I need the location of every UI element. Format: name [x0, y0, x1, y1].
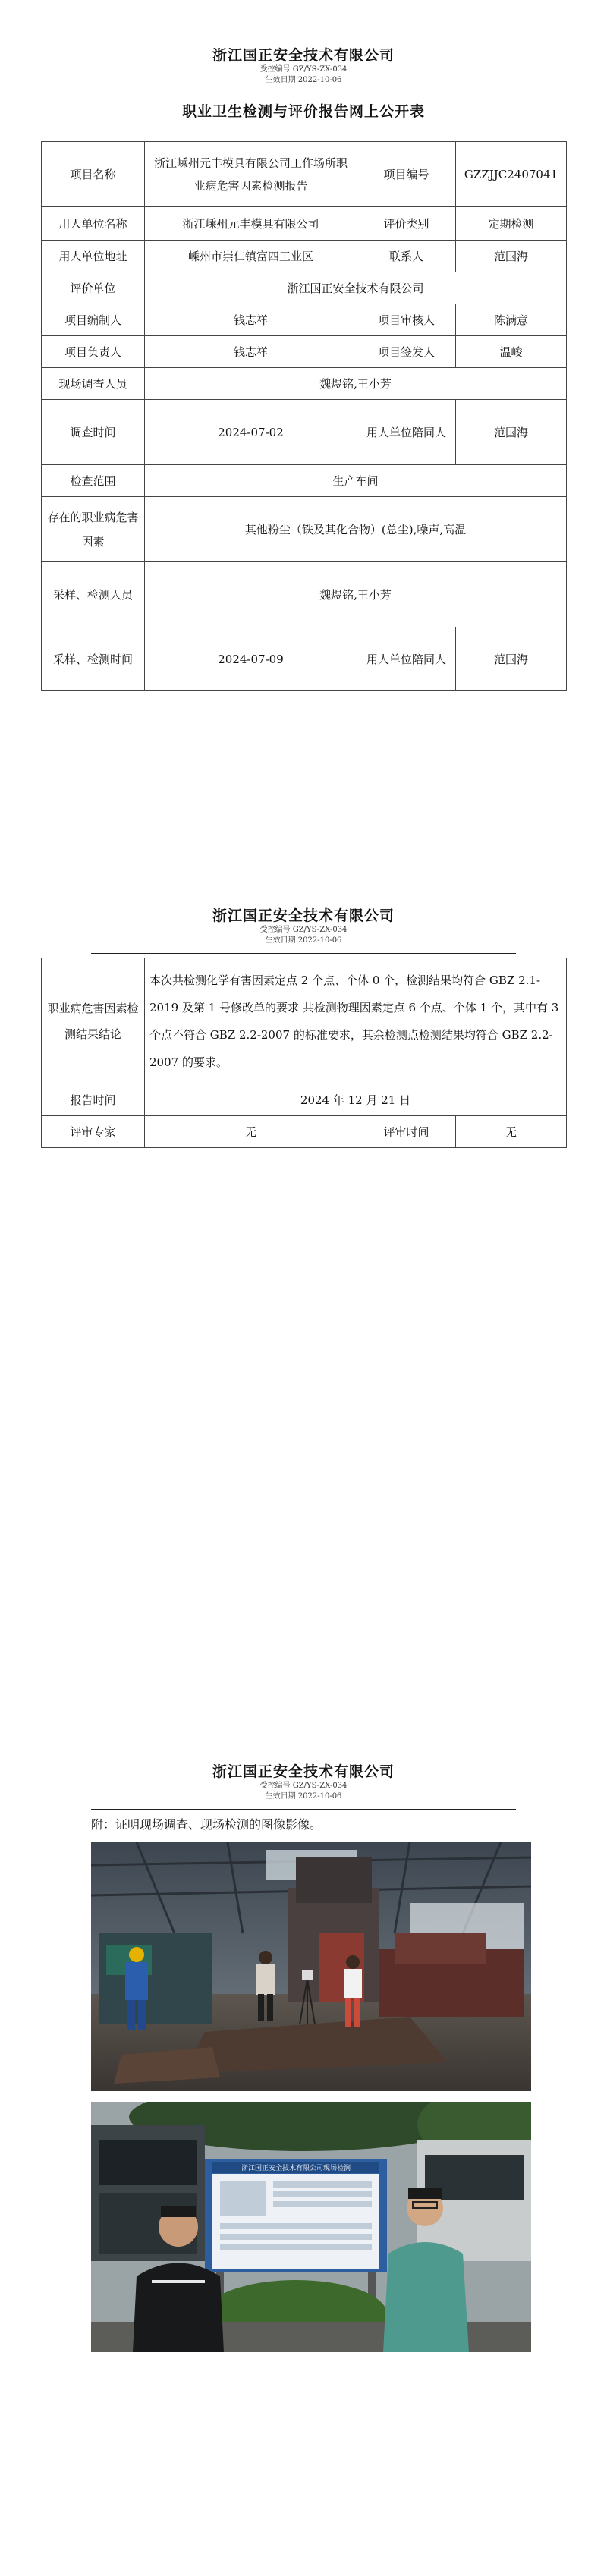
contact-label: 联系人 [357, 241, 456, 272]
page1-header [0, 44, 607, 86]
compiler-label: 项目编制人 [42, 304, 145, 336]
table-row [42, 465, 567, 497]
escort2-value: 范国海 [456, 627, 567, 691]
survey-time-value: 2024-07-02 [145, 400, 357, 465]
table-row [42, 958, 567, 1084]
table-row [42, 497, 567, 562]
escort1-label: 用人单位陪同人 [357, 400, 456, 465]
employer-name-value: 浙江嵊州元丰模具有限公司 [145, 207, 357, 241]
investigators-value: 魏煜铭,王小芳 [145, 368, 567, 400]
company-name: 浙江国正安全技术有限公司 [212, 907, 395, 924]
employer-address-label: 用人单位地址 [42, 241, 145, 272]
conclusion-label: 职业病危害因素检测结果结论 [42, 958, 145, 1084]
experts-label: 评审专家 [42, 1116, 145, 1148]
reviewer-value: 陈满意 [456, 304, 567, 336]
workshop-photo-image [91, 1842, 531, 2091]
contact-value: 范国海 [456, 241, 567, 272]
table-row [42, 1116, 567, 1148]
samplers-value: 魏煜铭,王小芳 [145, 562, 567, 627]
samplers-label: 采样、检测人员 [42, 562, 145, 627]
review-time-value: 无 [456, 1116, 567, 1148]
sampling-time-value: 2024-07-09 [145, 627, 357, 691]
table-row [42, 368, 567, 400]
control-number: 受控编号 GZ/YS-ZX-034 [259, 926, 348, 934]
conclusion-text: 本次共检测化学有害因素定点 2 个点、个体 0 个，检测结果均符合 GBZ 2.1-2019 及第 1 号修改单的要求 共检测物理因素定点 6 个点、个体 1 个，其中有 3 个点不符合 GBZ 2.2-2007 的标准要求，其余检测点检测结果均符合 GBZ 2.2-2007 的要求。 [145, 958, 567, 1084]
control-number: 受控编号 GZ/YS-ZX-034 [259, 65, 348, 74]
header-divider [91, 953, 516, 954]
effective-date: 生效日期 2022-10-06 [265, 936, 342, 945]
leader-value: 钱志祥 [145, 336, 357, 368]
leader-label: 项目负责人 [42, 336, 145, 368]
public-info-table [41, 141, 567, 691]
escort2-label: 用人单位陪同人 [357, 627, 456, 691]
scope-label: 检查范围 [42, 465, 145, 497]
conclusion-table [41, 958, 567, 1148]
report-time-value: 2024 年 12 月 21 日 [145, 1084, 567, 1116]
eval-org-label: 评价单位 [42, 272, 145, 304]
company-name: 浙江国正安全技术有限公司 [212, 47, 395, 64]
effective-date: 生效日期 2022-10-06 [265, 76, 342, 84]
eval-type-label: 评价类别 [357, 207, 456, 241]
escort1-value: 范国海 [456, 400, 567, 465]
header-divider [91, 1809, 516, 1810]
issuer-value: 温峻 [456, 336, 567, 368]
sampling-time-label: 采样、检测时间 [42, 627, 145, 691]
table-row [42, 627, 567, 691]
team-photo-image [91, 2102, 531, 2352]
issuer-label: 项目签发人 [357, 336, 456, 368]
table-row [42, 336, 567, 368]
review-time-label: 评审时间 [357, 1116, 456, 1148]
company-name: 浙江国正安全技术有限公司 [212, 1763, 395, 1780]
page3-header [0, 1760, 607, 1802]
employer-address-value: 嵊州市崇仁镇富四工业区 [145, 241, 357, 272]
project-name-value: 浙江嵊州元丰模具有限公司工作场所职业病危害因素检测报告 [145, 142, 357, 207]
investigators-label: 现场调查人员 [42, 368, 145, 400]
project-no-label: 项目编号 [357, 142, 456, 207]
eval-type-value: 定期检测 [456, 207, 567, 241]
report-time-label: 报告时间 [42, 1084, 145, 1116]
table-row [42, 207, 567, 241]
workshop-photo [91, 1842, 531, 2091]
survey-time-label: 调查时间 [42, 400, 145, 465]
hazards-label: 存在的职业病危害因素 [42, 497, 145, 562]
table-row [42, 562, 567, 627]
employer-name-label: 用人单位名称 [42, 207, 145, 241]
reviewer-label: 项目审核人 [357, 304, 456, 336]
team-photo [91, 2102, 531, 2352]
hazards-value: 其他粉尘（铁及其化合物）(总尘),噪声,高温 [145, 497, 567, 562]
project-no-value: GZZJJC2407041 [456, 142, 567, 207]
compiler-value: 钱志祥 [145, 304, 357, 336]
control-number: 受控编号 GZ/YS-ZX-034 [259, 1782, 348, 1790]
page-title: 职业卫生检测与评价报告网上公开表 [181, 103, 425, 120]
eval-org-value: 浙江国正安全技术有限公司 [145, 272, 567, 304]
table-row [42, 400, 567, 465]
effective-date: 生效日期 2022-10-06 [265, 1792, 342, 1801]
page2-header [0, 904, 607, 946]
table-row [42, 304, 567, 336]
experts-value: 无 [145, 1116, 357, 1148]
table-row [42, 142, 567, 207]
attachment-caption: 附：证明现场调查、现场检测的图像影像。 [91, 1817, 322, 1832]
table-row [42, 272, 567, 304]
table-row [42, 241, 567, 272]
scope-value: 生产车间 [145, 465, 567, 497]
notice-board-title: 浙江国正安全技术有限公司现场检测 [241, 2165, 351, 2172]
table-row [42, 1084, 567, 1116]
project-name-label: 项目名称 [42, 142, 145, 207]
